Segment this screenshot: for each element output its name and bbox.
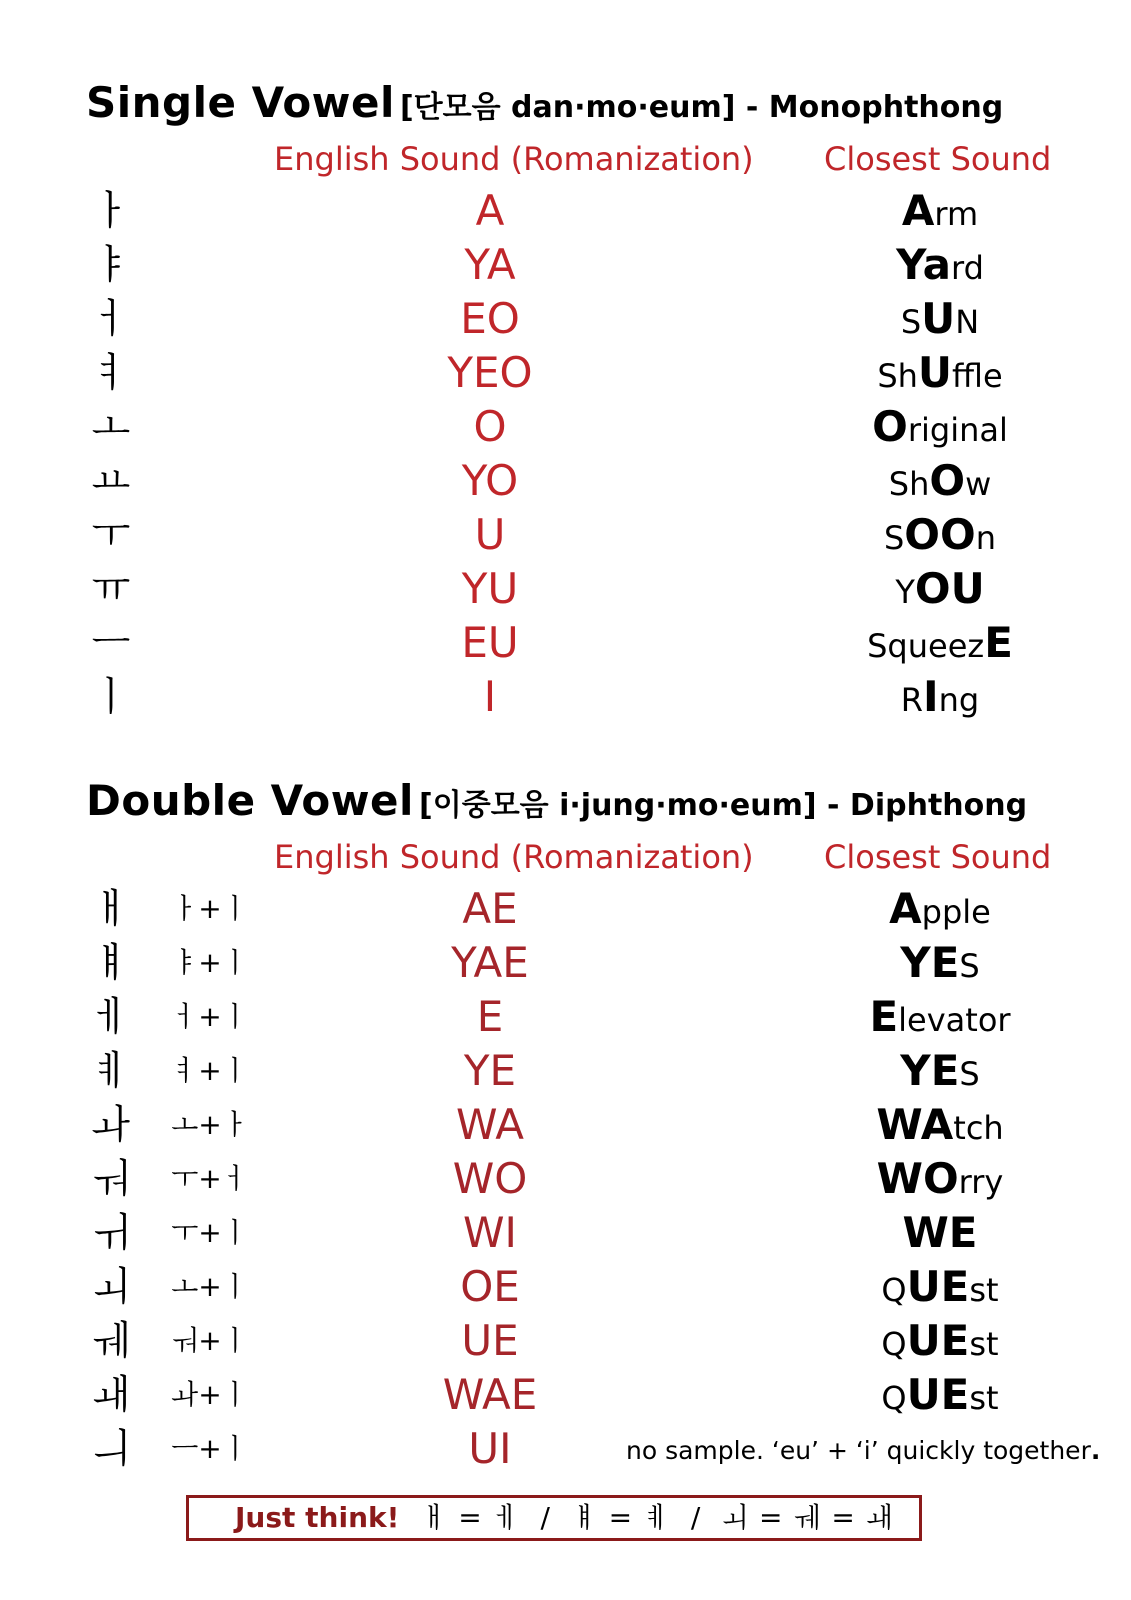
closest-sound — [835, 1152, 1045, 1209]
romanization: E — [476, 992, 504, 1041]
hangul-vowel: ㅜ — [91, 512, 131, 558]
table-row — [0, 1152, 1131, 1206]
closest-bold: UE — [906, 1316, 970, 1365]
note-period: . — [1090, 1436, 1101, 1465]
closest-pre: Q — [881, 1271, 907, 1309]
table-row — [0, 670, 1131, 724]
hangul-vowel: ㅑ — [91, 242, 131, 288]
closest-bold: U — [921, 294, 956, 343]
closest-sound — [835, 1044, 1045, 1101]
hangul-vowel: ㅖ — [91, 1048, 131, 1094]
closest-sound — [835, 238, 1045, 295]
table-row — [0, 936, 1131, 990]
closest-post: n — [975, 519, 996, 557]
closest-post: rd — [951, 249, 984, 287]
double-vowel-heading — [86, 776, 1027, 825]
closest-pre: S — [900, 303, 922, 341]
closest-sound — [835, 990, 1045, 1047]
vowel-combination: ㅗ+ㅏ — [171, 1108, 249, 1141]
closest-post: N — [955, 303, 980, 341]
closest-post: rry — [958, 1163, 1004, 1201]
hangul-vowel: ㅞ — [91, 1318, 131, 1364]
closest-bold: WE — [902, 1208, 978, 1257]
table-row — [0, 1098, 1131, 1152]
closest-post: S — [959, 947, 980, 985]
double-vowel-subtitle: [이중모음 i·jung·mo·eum] - Diphthong — [419, 788, 1028, 823]
hangul-vowel: ㅒ — [91, 940, 131, 986]
closest-pre: Sh — [888, 465, 930, 503]
hangul-vowel: ㅓ — [91, 296, 131, 342]
hangul-vowel: ㅏ — [91, 188, 131, 234]
table-row — [0, 346, 1131, 400]
closest-sound — [835, 882, 1045, 939]
romanization: UE — [461, 1316, 519, 1365]
closest-pre: S — [883, 519, 905, 557]
romanization: WI — [463, 1208, 517, 1257]
closest-sound — [835, 1368, 1045, 1425]
hangul-vowel: ㅣ — [91, 674, 131, 720]
closest-bold: WA — [876, 1100, 954, 1149]
table-row — [0, 1422, 1131, 1476]
closest-bold: E — [869, 992, 899, 1041]
closest-sound — [835, 184, 1045, 241]
table-row — [0, 508, 1131, 562]
closest-bold: YE — [900, 1046, 960, 1095]
hangul-vowel: ㅗ — [91, 404, 131, 450]
closest-sound — [835, 508, 1045, 565]
closest-post: st — [969, 1271, 999, 1309]
vowel-combination: ㅘ+ㅣ — [171, 1378, 249, 1411]
romanization: AE — [462, 884, 518, 933]
closest-sound — [835, 936, 1045, 993]
table-row — [0, 1260, 1131, 1314]
hangul-vowel: ㅠ — [91, 566, 131, 612]
romanization: YA — [464, 240, 516, 289]
double-vowel-title: Double Vowel — [86, 776, 414, 825]
closest-post: pple — [921, 893, 991, 931]
hangul-vowel: ㅛ — [91, 458, 131, 504]
table-row — [0, 400, 1131, 454]
vowel-combination: ㅏ+ㅣ — [171, 892, 249, 925]
vowel-combination: ㅜ+ㅣ — [171, 1216, 249, 1249]
hangul-vowel: ㅡ — [91, 620, 131, 666]
romanization: EU — [461, 618, 519, 667]
closest-post: tch — [953, 1109, 1004, 1147]
romanization: YO — [461, 456, 519, 505]
vowel-combination: ㅕ+ㅣ — [171, 1054, 249, 1087]
closest-bold: OU — [914, 564, 985, 613]
closest-sound — [835, 1314, 1045, 1371]
closest-sound — [835, 454, 1045, 511]
romanization: A — [475, 186, 505, 235]
single-col-english: English Sound (Romanization) — [274, 140, 754, 178]
closest-post: rm — [934, 195, 979, 233]
single-vowel-subtitle: [단모음 dan·mo·eum] - Monophthong — [399, 90, 1004, 125]
single-vowel-heading — [86, 78, 1003, 127]
single-vowel-title: Single Vowel — [86, 78, 395, 127]
closest-sound — [835, 292, 1045, 349]
double-col-english: English Sound (Romanization) — [274, 838, 754, 876]
closest-bold: OO — [904, 510, 976, 559]
closest-bold: O — [872, 402, 908, 451]
table-row — [0, 238, 1131, 292]
hangul-vowel: ㅚ — [91, 1264, 131, 1310]
hangul-vowel: ㅢ — [91, 1426, 131, 1472]
table-row — [0, 990, 1131, 1044]
just-think-content — [235, 1498, 894, 1538]
closest-pre: R — [900, 681, 923, 719]
closest-bold: UE — [906, 1262, 970, 1311]
vowel-combination: ㅑ+ㅣ — [171, 946, 249, 979]
closest-pre: Q — [881, 1325, 907, 1363]
note-text: no sample. ‘eu’ + ‘i’ quickly together — [626, 1436, 1091, 1465]
just-think-box — [186, 1495, 922, 1541]
table-row — [0, 1368, 1131, 1422]
vowel-combination: ㅡ+ㅣ — [171, 1432, 249, 1465]
closest-sound — [835, 670, 1045, 727]
double-col-closest: Closest Sound — [824, 838, 1052, 876]
romanization: WO — [452, 1154, 528, 1203]
vowel-combination: ㅗ+ㅣ — [171, 1270, 249, 1303]
romanization: I — [483, 672, 497, 721]
table-row — [0, 1314, 1131, 1368]
single-col-closest: Closest Sound — [824, 140, 1052, 178]
closest-post: ffle — [952, 357, 1003, 395]
closest-post: riginal — [907, 411, 1008, 449]
closest-sound — [835, 562, 1045, 619]
closest-bold: A — [889, 884, 922, 933]
closest-post: w — [965, 465, 992, 503]
closest-sound — [835, 1098, 1045, 1155]
hangul-vowel: ㅟ — [91, 1210, 131, 1256]
closest-pre: Q — [881, 1379, 907, 1417]
closest-pre: Sh — [877, 357, 918, 395]
closest-bold: I — [923, 672, 939, 721]
romanization: YAE — [451, 938, 529, 987]
closest-bold: U — [917, 348, 953, 397]
closest-post: S — [959, 1055, 980, 1093]
romanization: EO — [460, 294, 520, 343]
vowel-combination: ㅜ+ㅓ — [171, 1162, 249, 1195]
closest-sound — [835, 1206, 1045, 1263]
closest-sound — [835, 616, 1045, 673]
closest-post: st — [969, 1325, 999, 1363]
vowel-combination: ㅓ+ㅣ — [171, 1000, 249, 1033]
closest-pre: Y — [895, 573, 915, 611]
closest-sound — [835, 400, 1045, 457]
hangul-vowel: ㅙ — [91, 1372, 131, 1418]
closest-sound — [835, 1260, 1045, 1317]
romanization: YU — [461, 564, 519, 613]
romanization: YEO — [447, 348, 533, 397]
table-row — [0, 1044, 1131, 1098]
table-row — [0, 882, 1131, 936]
closest-sound — [835, 346, 1045, 403]
closest-bold: O — [929, 456, 966, 505]
closest-post: ng — [938, 681, 980, 719]
romanization: O — [473, 402, 507, 451]
table-row — [0, 1206, 1131, 1260]
table-row — [0, 562, 1131, 616]
hangul-vowel: ㅝ — [91, 1156, 131, 1202]
table-row — [0, 454, 1131, 508]
table-row — [0, 292, 1131, 346]
romanization: YE — [463, 1046, 517, 1095]
table-row — [0, 616, 1131, 670]
vowel-combination: ㅝ+ㅣ — [171, 1324, 249, 1357]
romanization: WA — [456, 1100, 524, 1149]
closest-bold: UE — [906, 1370, 970, 1419]
closest-bold: WO — [876, 1154, 959, 1203]
romanization: OE — [460, 1262, 520, 1311]
romanization: UI — [468, 1424, 512, 1473]
hangul-vowel: ㅕ — [91, 350, 131, 396]
vowel-equivalence: ㅐ = ㅔ / ㅒ = ㅖ / ㅚ = ㅞ = ㅙ — [420, 1501, 894, 1534]
closest-post: st — [969, 1379, 999, 1417]
romanization: U — [474, 510, 506, 559]
romanization: WAE — [442, 1370, 538, 1419]
closest-pre: Squeez — [867, 627, 985, 665]
just-think-label: Just think! — [235, 1501, 400, 1534]
hangul-vowel: ㅔ — [91, 994, 131, 1040]
closest-bold: E — [984, 618, 1013, 667]
closest-bold: Ya — [896, 240, 951, 289]
hangul-vowel: ㅐ — [91, 886, 131, 932]
hangul-vowel: ㅘ — [91, 1102, 131, 1148]
closest-post: levator — [898, 1001, 1011, 1039]
table-row — [0, 184, 1131, 238]
closest-bold: YE — [900, 938, 960, 987]
no-sample-note — [626, 1436, 1100, 1465]
closest-bold: A — [901, 186, 935, 235]
